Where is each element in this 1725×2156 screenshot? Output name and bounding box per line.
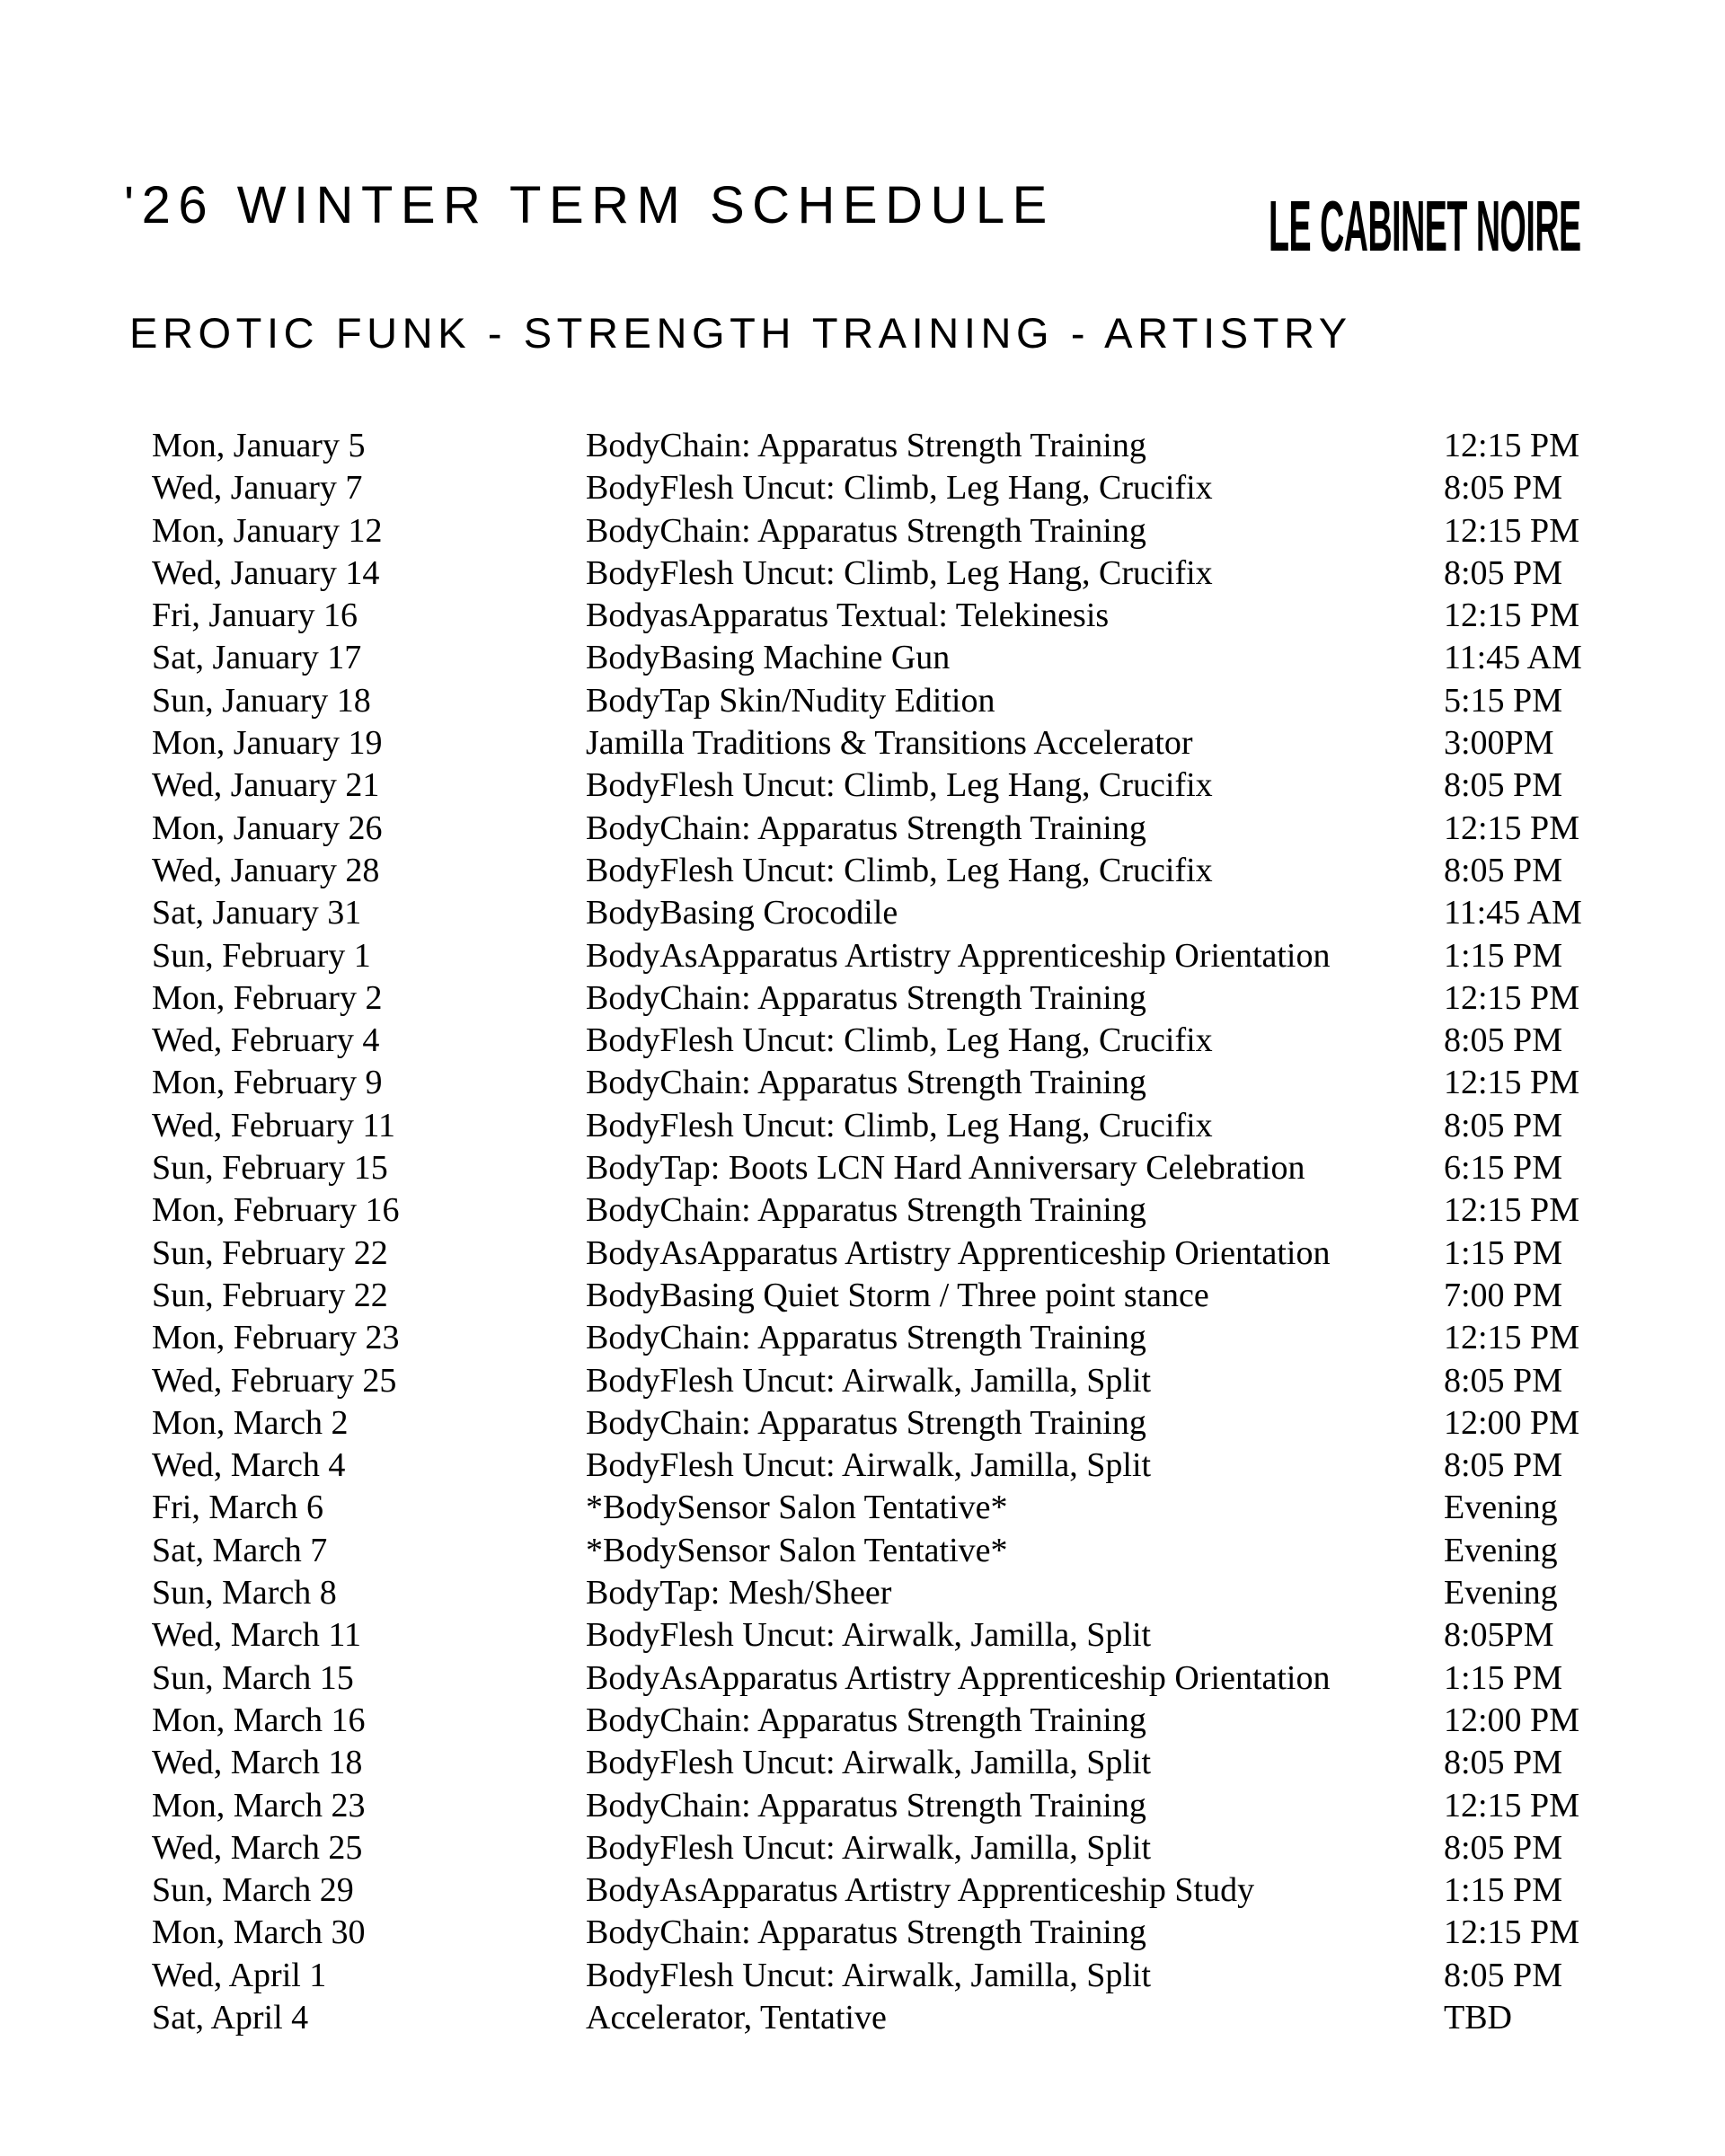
schedule-row: [0, 1275, 1725, 1317]
schedule-class: BodyAsApparatus Artistry Apprenticeship Orientation: [586, 1233, 1331, 1272]
schedule-row: [0, 977, 1725, 1020]
schedule-class: BodyChain: Apparatus Strength Training: [586, 1403, 1146, 1442]
schedule-row: [0, 510, 1725, 552]
schedule-row: [0, 808, 1725, 850]
schedule-list: [0, 425, 1725, 2039]
schedule-time: 12:15 PM: [1444, 596, 1579, 635]
schedule-class: BodyAsApparatus Artistry Apprenticeship Orientation: [586, 936, 1331, 975]
schedule-row: [0, 1827, 1725, 1869]
schedule-date: Sat, January 31: [152, 894, 362, 932]
schedule-class: BodyAsApparatus Artistry Apprenticeship Study: [586, 1871, 1255, 1910]
schedule-time: 12:00 PM: [1444, 1403, 1579, 1442]
schedule-time: 1:15 PM: [1444, 1871, 1562, 1910]
schedule-date: Sun, March 15: [152, 1658, 354, 1697]
schedule-row: [0, 1530, 1725, 1572]
schedule-class: BodyasApparatus Textual: Telekinesis: [586, 596, 1110, 635]
schedule-class: Accelerator, Tentative: [586, 1998, 887, 2037]
schedule-class: BodyChain: Apparatus Strength Training: [586, 1913, 1146, 1952]
schedule-time: 12:15 PM: [1444, 978, 1579, 1017]
schedule-time: 6:15 PM: [1444, 1149, 1562, 1188]
schedule-time: 12:15 PM: [1444, 1064, 1579, 1102]
schedule-class: BodyBasing Crocodile: [586, 894, 898, 932]
schedule-time: 8:05 PM: [1444, 1828, 1562, 1867]
schedule-class: BodyAsApparatus Artistry Apprenticeship Orientation: [586, 1658, 1331, 1697]
schedule-class: BodyChain: Apparatus Strength Training: [586, 808, 1146, 847]
schedule-date: Sat, March 7: [152, 1531, 328, 1569]
schedule-time: 8:05 PM: [1444, 1744, 1562, 1782]
schedule-row: [0, 1997, 1725, 2039]
schedule-row: [0, 1614, 1725, 1657]
brand-name: LE CABINET NOIRE: [1269, 186, 1581, 266]
schedule-date: Wed, February 11: [152, 1106, 395, 1144]
schedule-class: BodyChain: Apparatus Strength Training: [586, 511, 1146, 550]
schedule-date: Mon, February 16: [152, 1191, 400, 1230]
schedule-row: [0, 764, 1725, 807]
schedule-row: [0, 1147, 1725, 1189]
schedule-time: 1:15 PM: [1444, 1233, 1562, 1272]
page-title: '26 WINTER TERM SCHEDULE: [124, 176, 1055, 234]
schedule-time: 8:05 PM: [1444, 469, 1562, 508]
schedule-time: Evening: [1444, 1489, 1558, 1527]
schedule-time: 8:05 PM: [1444, 1956, 1562, 1994]
schedule-class: BodyChain: Apparatus Strength Training: [586, 1064, 1146, 1102]
schedule-time: 1:15 PM: [1444, 1658, 1562, 1697]
schedule-date: Wed, March 25: [152, 1828, 363, 1867]
schedule-class: BodyFlesh Uncut: Climb, Leg Hang, Crucifix: [586, 1106, 1213, 1144]
schedule-time: 12:15 PM: [1444, 1191, 1579, 1230]
schedule-date: Wed, February 25: [152, 1361, 397, 1400]
schedule-time: 5:15 PM: [1444, 681, 1562, 720]
schedule-time: 8:05 PM: [1444, 1446, 1562, 1485]
schedule-row: [0, 935, 1725, 977]
schedule-date: Sun, March 29: [152, 1871, 354, 1910]
schedule-date: Mon, February 9: [152, 1064, 383, 1102]
schedule-class: BodyChain: Apparatus Strength Training: [586, 1701, 1146, 1739]
schedule-row: [0, 1869, 1725, 1912]
schedule-row: [0, 1189, 1725, 1232]
schedule-date: Mon, January 5: [152, 427, 366, 464]
schedule-time: Evening: [1444, 1531, 1558, 1569]
schedule-date: Mon, March 2: [152, 1403, 349, 1442]
schedule-date: Wed, March 18: [152, 1744, 363, 1782]
schedule-time: 8:05 PM: [1444, 553, 1562, 592]
schedule-date: Sun, January 18: [152, 681, 371, 720]
schedule-class: Jamilla Traditions & Transitions Accelerator: [586, 724, 1193, 763]
schedule-date: Mon, February 2: [152, 978, 383, 1017]
schedule-date: Mon, January 19: [152, 724, 383, 763]
schedule-class: BodyFlesh Uncut: Climb, Leg Hang, Crucifix: [586, 1021, 1213, 1060]
schedule-row: [0, 1742, 1725, 1784]
schedule-time: TBD: [1444, 1998, 1512, 2037]
schedule-time: 12:15 PM: [1444, 511, 1579, 550]
schedule-date: Mon, January 26: [152, 808, 383, 847]
schedule-class: BodyChain: Apparatus Strength Training: [586, 1319, 1146, 1357]
schedule-class: BodyFlesh Uncut: Airwalk, Jamilla, Split: [586, 1616, 1152, 1655]
schedule-time: 8:05 PM: [1444, 1361, 1562, 1400]
schedule-date: Sun, February 1: [152, 936, 371, 975]
schedule-row: [0, 1402, 1725, 1445]
schedule-row: [0, 467, 1725, 509]
schedule-row: [0, 850, 1725, 892]
schedule-row: [0, 1785, 1725, 1827]
schedule-row: [0, 1657, 1725, 1700]
schedule-class: *BodySensor Salon Tentative*: [586, 1531, 1008, 1569]
schedule-row: [0, 1317, 1725, 1359]
schedule-class: BodyChain: Apparatus Strength Training: [586, 978, 1146, 1017]
schedule-class: BodyFlesh Uncut: Airwalk, Jamilla, Split: [586, 1446, 1152, 1485]
schedule-row: [0, 425, 1725, 467]
schedule-class: *BodySensor Salon Tentative*: [586, 1489, 1008, 1527]
schedule-class: BodyChain: Apparatus Strength Training: [586, 1191, 1146, 1230]
schedule-date: Wed, January 14: [152, 553, 380, 592]
schedule-time: 8:05 PM: [1444, 1106, 1562, 1144]
schedule-class: BodyBasing Machine Gun: [586, 639, 951, 677]
schedule-date: Mon, February 23: [152, 1319, 400, 1357]
schedule-row: [0, 1487, 1725, 1529]
schedule-time: 12:15 PM: [1444, 1319, 1579, 1357]
schedule-class: BodyChain: Apparatus Strength Training: [586, 1786, 1146, 1825]
schedule-class: BodyFlesh Uncut: Airwalk, Jamilla, Split: [586, 1828, 1152, 1867]
schedule-date: Sat, January 17: [152, 639, 362, 677]
schedule-row: [0, 1020, 1725, 1062]
schedule-class: BodyFlesh Uncut: Climb, Leg Hang, Crucifix: [586, 469, 1213, 508]
schedule-date: Wed, January 21: [152, 766, 380, 805]
schedule-row: [0, 595, 1725, 637]
schedule-class: BodyFlesh Uncut: Airwalk, Jamilla, Split: [586, 1744, 1152, 1782]
schedule-date: Wed, January 7: [152, 469, 363, 508]
schedule-date: Sun, February 15: [152, 1149, 388, 1188]
schedule-row: [0, 722, 1725, 764]
schedule-class: BodyTap Skin/Nudity Edition: [586, 681, 995, 720]
schedule-date: Wed, February 4: [152, 1021, 380, 1060]
schedule-time: 8:05PM: [1444, 1616, 1554, 1655]
schedule-time: 8:05 PM: [1444, 766, 1562, 805]
schedule-time: 8:05 PM: [1444, 851, 1562, 889]
schedule-row: [0, 1700, 1725, 1742]
schedule-date: Mon, January 12: [152, 511, 383, 550]
schedule-class: BodyTap: Boots LCN Hard Anniversary Celebration: [586, 1149, 1305, 1188]
schedule-date: Fri, March 6: [152, 1489, 324, 1527]
schedule-class: BodyChain: Apparatus Strength Training: [586, 427, 1146, 464]
schedule-date: Wed, March 4: [152, 1446, 346, 1485]
schedule-class: BodyFlesh Uncut: Airwalk, Jamilla, Split: [586, 1361, 1152, 1400]
schedule-date: Mon, March 30: [152, 1913, 366, 1952]
schedule-class: BodyFlesh Uncut: Airwalk, Jamilla, Split: [586, 1956, 1152, 1994]
schedule-date: Wed, January 28: [152, 851, 380, 889]
schedule-time: 11:45 AM: [1444, 639, 1582, 677]
schedule-class: BodyFlesh Uncut: Climb, Leg Hang, Crucifix: [586, 553, 1213, 592]
schedule-class: BodyBasing Quiet Storm / Three point stance: [586, 1276, 1209, 1314]
schedule-class: BodyFlesh Uncut: Climb, Leg Hang, Crucifix: [586, 766, 1213, 805]
schedule-row: [0, 1445, 1725, 1487]
schedule-time: 11:45 AM: [1444, 894, 1582, 932]
schedule-row: [0, 1233, 1725, 1275]
schedule-class: BodyFlesh Uncut: Climb, Leg Hang, Crucifix: [586, 851, 1213, 889]
schedule-row: [0, 552, 1725, 595]
schedule-row: [0, 892, 1725, 934]
schedule-time: 1:15 PM: [1444, 936, 1562, 975]
schedule-time: 12:15 PM: [1444, 427, 1579, 464]
schedule-row: [0, 1572, 1725, 1614]
schedule-time: Evening: [1444, 1574, 1558, 1613]
schedule-date: Sat, April 4: [152, 1998, 309, 2037]
schedule-time: 3:00PM: [1444, 724, 1554, 763]
schedule-time: 8:05 PM: [1444, 1021, 1562, 1060]
schedule-date: Wed, April 1: [152, 1956, 327, 1994]
page-subtitle: EROTIC FUNK - STRENGTH TRAINING - ARTISTRY: [129, 309, 1352, 357]
schedule-date: Mon, March 23: [152, 1786, 366, 1825]
schedule-time: 12:00 PM: [1444, 1701, 1579, 1739]
schedule-row: [0, 1360, 1725, 1402]
schedule-date: Fri, January 16: [152, 596, 358, 635]
schedule-row: [0, 1912, 1725, 1954]
schedule-time: 12:15 PM: [1444, 808, 1579, 847]
schedule-class: BodyTap: Mesh/Sheer: [586, 1574, 892, 1613]
schedule-date: Wed, March 11: [152, 1616, 361, 1655]
schedule-row: [0, 680, 1725, 722]
schedule-date: Sun, February 22: [152, 1276, 388, 1314]
schedule-date: Sun, February 22: [152, 1233, 388, 1272]
schedule-date: Sun, March 8: [152, 1574, 337, 1613]
schedule-time: 12:15 PM: [1444, 1913, 1579, 1952]
schedule-row: [0, 1955, 1725, 1997]
schedule-row: [0, 1062, 1725, 1104]
schedule-date: Mon, March 16: [152, 1701, 366, 1739]
schedule-time: 7:00 PM: [1444, 1276, 1562, 1314]
schedule-row: [0, 1105, 1725, 1147]
schedule-row: [0, 637, 1725, 679]
schedule-time: 12:15 PM: [1444, 1786, 1579, 1825]
